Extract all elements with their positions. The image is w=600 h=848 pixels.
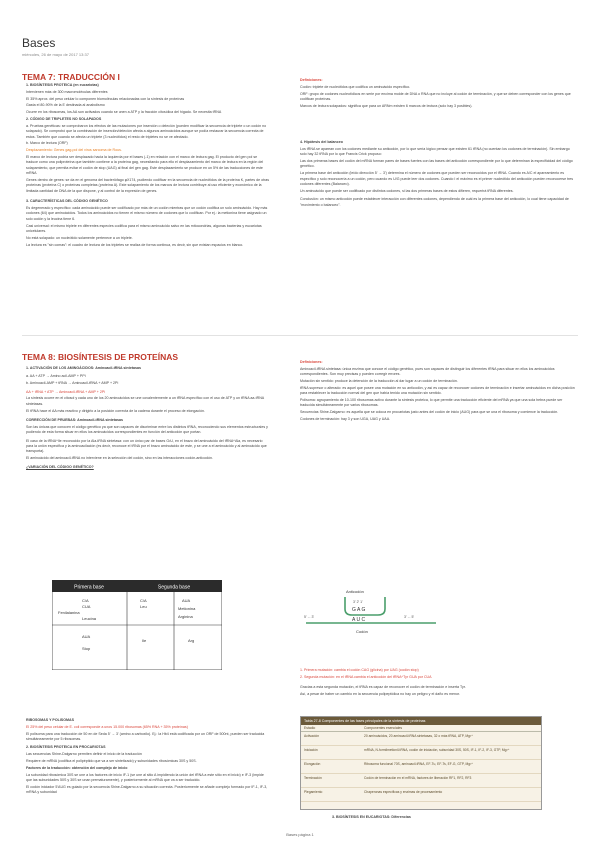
page-footer: Bases página 1: [286, 832, 314, 837]
definitions-heading: Definiciones:: [300, 360, 323, 364]
tema8-line: a. AA + ATP → Amino acil-AMP + PPi: [26, 374, 86, 379]
tema7-line: Gasta el 80-90% de la E destinada al anabolismo: [26, 103, 105, 108]
genetic-code-figure: [52, 580, 222, 670]
tema8-line: El caso de la tRNA^Ile reconocido por la Ala-tRNA sintetasa: con un único par de bases G•U, en el brazo del aminoácido del tRNA^Ala, es necesario para la unión específica y la aminoacilación (es decir, reconoce el tRNA por el brazo aminoácido de este, y se une a el aminoácido y al aminoácido que transporta).: [26, 438, 267, 454]
table-col-header: Componentes esenciales: [364, 726, 403, 730]
figure-cell: Leucina: [82, 616, 97, 621]
definition-item: Aminoacil-tRNA sintetasa: única enzima que conoce el código genético, pues son capaces de distinguir los diferentes tRNA para situar en ellos los aminoácidos correspondientes. Son muy precisas y pueden corregir errores.: [300, 366, 555, 377]
codon-bases: A U C: [352, 617, 366, 623]
table-cell-components: Codón de terminación en el mRNA, factores de liberación RF1, RF2, RF3: [364, 776, 472, 780]
tema7-line: Es degenerado y específico: cada aminoácido puede ser codificado por más de un codón mientras que un codón codifica un solo aminoácido. Hay más codones (64) que aminoácidos. Todos los aminoácidos no tienen el mismo número de codones que lo codifican. Por ej.: la metionina tiene asignado un solo codón y la leucina tiene 6.: [26, 206, 268, 221]
figure-cell: AUA: [82, 634, 91, 639]
wobble-hypothesis: [300, 140, 576, 209]
ribosomes-line: El codón iniciador 5'AUG es guiado por la secuencia Shine-Dalgarno a su situación correcta. Posteriormente se añade complejo formado por IF-1, IF-3, mRNA y subunidad: [26, 784, 268, 795]
definition-item: ORF: grupo de codones nucleotídicos en serie por encima molde de DNA o RNA que no incluye al codón de terminación, y que se deben corresponder con los genes que codifican proteínas.: [300, 91, 571, 101]
table-body: [301, 732, 541, 802]
figure-cell: Arg: [188, 638, 195, 643]
table-row: [301, 746, 541, 760]
page-date: miércoles, 26 de mayo de 2017 13:37: [22, 52, 89, 57]
wobble-line: Un aminoácido que puede ser codificado por distintos codones, si las dos primeras bases de estos difieren, requerirá tRNA diferentes.: [300, 188, 514, 193]
table-cell-stage: Plegamiento: [304, 790, 323, 794]
table-cell-stage: Elongación: [304, 762, 321, 766]
eukaryotes-heading: [332, 815, 572, 822]
mutation-line: 1. Primera mutación: cambia el codón CAG (glicina) por UAG (codón stop): [300, 668, 419, 672]
wobble-diagram: [300, 585, 440, 650]
figure-cell: Arginina: [178, 614, 193, 619]
wobble-line: 4. Hipótesis del balanceo: [300, 140, 343, 144]
tema7-line: a. Pruebas genéticas: se comprobaron los efectos de las mutaciones por inserción o deleción (pueden modificar la secuencia de triplete o un codón no solapado). Se comprobó que la combinación de inserción/deleción afecta a algunos aminoácidos aunque se podía restaurar la secuencia correcta de estos. También que cuando se afecta un triplete (3 nucleótidos) el resto de tripletes no se ve afectado.: [26, 123, 267, 139]
table-col-header: Estadio: [304, 726, 316, 730]
tema7-line: La lectura es "sin comas": el cuadro de lectura de los tripletes se realiza de forma continua, es decir, sin que existan espacios en blanco.: [26, 242, 244, 247]
tema8-content: [26, 366, 270, 471]
table-cell-components: 20 aminoácidos, 20 aminoacil-tRNA sintetasas, 32 o más tRNA, ATP, Mg²⁺: [364, 734, 473, 738]
definition-item: Codones de terminación: hay 3 y son UGA, UAG y UAA.: [300, 417, 391, 421]
definition-item: Secuencias Shine-Dalgarno: es aquella que se coloca en procariotas justo antes del codón de inicio (AUG) para que se una el ribosoma y comience la traducción.: [300, 410, 559, 415]
wobble-line: Las dos primeras bases del codón del mRNA forman pares de bases fuertes con las bases del anticodón correspondiente por lo que determinan la especificidad del código genético.: [300, 159, 573, 169]
tema7-line: 3. CARACTERÍSTICAS DEL CÓDIGO GENÉTICO: [26, 199, 108, 204]
table-row: [301, 774, 541, 788]
figure-cell: Ile: [142, 638, 147, 643]
figure-header-2: Segunda base: [157, 584, 191, 591]
tema7-line: 2. CÓDIGO DE TRIPLETES NO SOLAPADOS: [26, 116, 102, 121]
definition-item: tRNA supresor o alterado: es aquel que posee una mutación en su anticodón, y así es capaz de reconocer codones de terminación e insertar aminoácidos en dicha posición para restablecer la traducción normal del gen que había tenido una mutación sin sentido.: [300, 385, 575, 396]
section-heading-tema7: TEMA 7: TRADUCCIÓN I: [22, 72, 120, 82]
definition-item: Polisoma: agrupamiento de 10-100 ribosomas activo durante la síntesis proteica, lo que permite una traducción eficiente del mRNA ya que una sola hebra puede ser traducida simultáneamente por varios ribosomas.: [300, 398, 563, 408]
mrna-end-left: 5' ... 3': [304, 615, 315, 619]
tema7-line: El marco de lectura podría ser desplazado hacia la izquierda por el bases (-1) en relación con el marco de lectura gag. El producto del gen pol se traduce como una poliproteína que también contiene a la proteína gag, necesitando para ello el desplazamiento del marco de lectura en la región del solapamiento, que permita evitar el codón de stop (UAG) al final del gen gag. Este desplazamiento se produce en un 5% de las traducciones de este mRNA: [26, 154, 264, 176]
mutation-notes: [300, 668, 576, 699]
definition-item: Marcos de lectura solapados: significa que para un ARNm existen 6 marcos de lectura (solo hay 3 posibles).: [300, 103, 473, 108]
figure-cell: Stop: [82, 646, 91, 651]
definitions-tema8: [300, 360, 576, 424]
wobble-line: Conclusión: un mismo anticodón puede establecer interacción con diferentes codones, dependiendo de cuál es la primera base del anticodón, lo cual tiene capacidad de "movimiento o balanceo".: [300, 197, 569, 207]
codon-label: Codón: [356, 629, 368, 634]
tema7-line: Desplazamiento: Genes gag-pol del virus sarcoma de Rous.: [26, 148, 122, 153]
table-header: [301, 725, 541, 732]
figure-header-1: Primera base: [74, 584, 104, 591]
anticodon-label: Anticodón: [346, 589, 364, 594]
ribosomes-line: La subunidad ribosómica 30S se une a los factores de inicio IF-1 (se une al sitio A impidiendo la unión del tRNA a este sitio en el inicio) e IF-3 (impide que las subunidades 50S y 30S se unan prematuramente), y posteriormente al mRNA que va a ser traducido.: [26, 772, 264, 782]
tema7-line: Ocurre en los ribosomas, los AA son activados cuando se unen a ATP y la fracción citosólica del hígado. Se necesita tRNA: [26, 110, 222, 115]
figure-cell: Metionina: [178, 606, 196, 611]
ribosomes-line: 2. BIOSÍNTESIS PROTEICA EN PROCARIOTAS: [26, 745, 106, 750]
section-divider: [22, 335, 578, 336]
mutation-line: Así, a pesar de haber un cambio en la secuencia polipeptídica no hay un peligro y el daño es menor.: [300, 692, 461, 696]
ribosomes-line: Las secuencias Shine-Dalgarno permiten definir el inicio de la traducción: [26, 752, 142, 757]
figure-cell: C/A: [140, 598, 147, 603]
table-row: [301, 732, 541, 746]
positions-label: 3' 2' 1': [353, 600, 363, 604]
anticodon-bases: G A G: [352, 607, 366, 613]
tema7-line: b. Marco de lectura (ORF): [26, 141, 68, 146]
table-cell-stage: Activación: [304, 734, 320, 738]
table-cell-components: Chaperonas específicas y enzimas de procesamiento: [364, 790, 443, 794]
eukaryotes-line: 3. BIOSÍNTESIS EN EUCARIOTAS: Diferencias: [332, 815, 411, 819]
table-cell-components: Ribosoma funcional 70S, aminoacil-tRNA, EF-Tu, EF-Ts, EF-G, GTP, Mg²⁺: [364, 762, 473, 766]
mrna-end-right: 3' ... 5': [404, 615, 415, 619]
ribosomes-line: RIBOSOMAS Y POLISOMAS: [26, 718, 74, 722]
ribosomes-line: Requiere de mRNA (codifica el polipéptido que va a ser sintetizado) y subunidades ribosómicas 30S y 50S.: [26, 759, 197, 763]
ribosomes-line: El polisoma para una traducción de 50 en de Seda 5' → 3' (amino a carboxilo). Ej.: la Hb4 está codificada por un ORF de 500nt, pueden ser traducida simultáneamente por 5 ribosomas.: [26, 731, 265, 741]
wobble-line: La primera base del anticodón (leído dirección 5' → 3') determina el número de codones que pueden ser reconocidos por el tRNA. Cuando es A/C el apareamiento es específico y solo reconocería a un codón, pero cuando es U/G puede leer dos codones. Cuando I el máximo es el primer nucleótido del anticodón pueden reconocerse tres codones diferentes (Balanceo).: [300, 171, 574, 187]
tema7-content: [26, 83, 270, 249]
tema8-line: ¿VARIACIÓN DEL CÓDIGO GENÉTICO?: [26, 464, 94, 469]
tema8-line: AA + tRNA + ATP → Aminoacil-tRNA + AMP + 2Pi: [26, 389, 106, 394]
table-row: [301, 760, 541, 774]
page-title: Bases: [22, 36, 56, 50]
tema8-line: El tRNA hace el AA más reactivo y dirigirlo a la posición correcta de la cadena durante el proceso de elongación.: [26, 408, 205, 413]
tema8-line: b. Aminoacil-AMP + tRNA → Aminoacil-tRNA + AMP + 2Pi: [26, 381, 119, 386]
definitions-heading: Definiciones:: [300, 78, 323, 82]
definition-item: Mutación sin sentido: produce la detención de la traducción al dar lugar a un codón de terminación.: [300, 379, 458, 383]
tema8-line: El aminoácido del aminoacil-tRNA no interviene en la selección del codón, sino en las interacciones codón-anticodón.: [26, 456, 213, 461]
ribosomes-line: El 25% del peso celular de E. coli corresponde a unos 15.000 ribosomas (65% RNA + 35% proteínas): [26, 724, 188, 729]
definitions-tema7: [300, 78, 576, 111]
components-table: [300, 716, 542, 810]
table-title: Tabla 27-8 Componentes de las fases principales de la síntesis de proteínas: [301, 717, 541, 725]
definition-item: Codón: triplete de nucleótidos que codifica un aminoácido específico.: [300, 84, 411, 89]
figure-cell: C/A: [82, 598, 89, 603]
ribosomes-content: [26, 718, 270, 797]
mutation-line: 2. Segunda mutación: en el tRNA cambia el anticodón del tRNA^Tyr GUA por CUA: [300, 674, 432, 679]
tema7-line: Genes dentro de genes: se da en el genoma del bacteriófago φX174, pudiendo codificar en la secuencia de nucleótidos de la proteína K, partes de otras proteínas (proteína C) o proteínas completas (proteína A). Este solapamiento de los marcos de lectura contribuye al uso eficiente y económico de la limitada cantidad de DNA de la que dispone, y al control de la expresión de genes.: [26, 178, 270, 193]
table-cell-stage: Terminación: [304, 776, 322, 780]
wobble-line: Los tRNA se aparean con los codones mediante su anticodón, por lo que sería lógico pensar que existen 61 tRNA (no cuentan los codones de terminación). Sin embargo solo hay 32 tRNA por lo que Francis Crick propuso:: [300, 146, 570, 157]
mutation-line: Gracias a esta segunda mutación, el tRNA es capaz de reconocer el codón de terminación e inserta Tyr.: [300, 685, 466, 690]
ribosomes-line: Factores de la traducción: obtención del complejo de inicio: [26, 765, 128, 770]
table-cell-components: mRNA, N-formilmetionil-tRNA, codón de iniciación, subunidad 30S, 50S, IF-1, IF-2, IF-3, GTP, Mg²⁺: [364, 748, 510, 752]
section-heading-tema8: TEMA 8: BIOSÍNTESIS DE PROTEÍNAS: [22, 352, 179, 362]
tema7-line: El 35% aprox. del peso celular lo componen biomoléculas relacionadas con la síntesis de proteínas: [26, 96, 185, 101]
tema8-line: La síntesis ocurre en el citosol y cada uno de los 20 aminoácidos se une covalentemente a un tRNA específico con el uso de ATP y un tRNA aa-tRNA sintetasas.: [26, 396, 264, 406]
figure-cell: AUA: [182, 598, 191, 603]
tema7-line: No está solapado: un nucleótido solamente pertenece a un triplete.: [26, 235, 133, 240]
tema8-line: Son las únicas que conocen el código genético ya que son capaces de discriminar entre los distintos tRNA, reconociendo sus elementos estructurales y pudiendo de esta forma situar en ellos los aminoácidos correspondientes en función del anticodón que portan.: [26, 424, 268, 435]
table-cell-stage: Iniciación: [304, 748, 318, 752]
figure-cell: Leu: [140, 604, 147, 609]
tema8-line: 1. ACTIVACIÓN DE LOS AMINOÁCIDOS: Aminoacil-tRNA sintetasas: [26, 366, 142, 370]
table-row: [301, 788, 541, 802]
tema8-line: CORRECCIÓN DE PRUEBAS: Aminoacil-tRNA sintetasas: [26, 418, 123, 423]
tema7-line: 1. BIOSÍNTESIS PROTEICA (en eucariotas): [26, 83, 99, 87]
tema7-line: Casi universal: el mismo triplete en diferentes especies codifica para el mismo aminoácido salvo en las mitocondrias, algunas bacterias y eucariotas unicelulares.: [26, 223, 262, 234]
figure-cell: CUA: [82, 604, 91, 609]
tema7-line: Intervienen más de 300 macromoléculas diferentes: [26, 89, 108, 94]
figure-cell: Fenilalanina: [58, 610, 80, 615]
